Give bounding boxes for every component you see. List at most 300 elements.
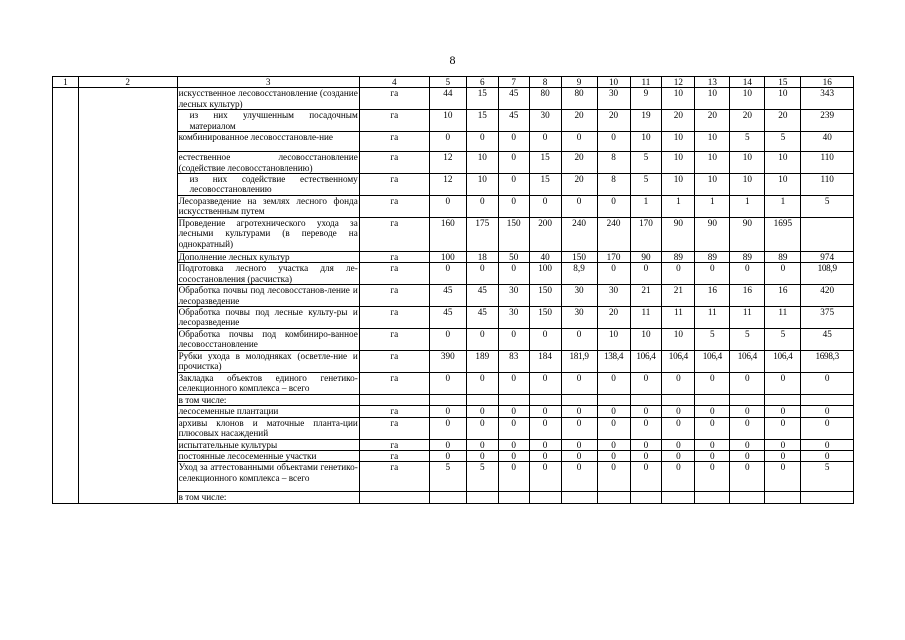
row-unit: га (359, 462, 429, 492)
value-cell: 0 (429, 417, 466, 439)
value-cell: 10 (630, 132, 662, 152)
row-unit: га (359, 417, 429, 439)
value-cell: 0 (529, 372, 561, 394)
value-cell: 1 (695, 196, 730, 218)
value-cell: 0 (561, 450, 597, 461)
cell-col2 (78, 450, 177, 461)
value-cell (630, 394, 662, 405)
value-cell: 0 (662, 406, 695, 417)
value-cell: 15 (529, 174, 561, 196)
value-cell: 10 (695, 132, 730, 152)
value-cell: 0 (466, 450, 498, 461)
value-cell (429, 394, 466, 405)
row-name: Дополнение лесных культур (177, 252, 359, 263)
row-unit: га (359, 439, 429, 450)
value-cell: 40 (801, 132, 854, 152)
value-cell: 10 (662, 132, 695, 152)
value-cell: 10 (765, 152, 801, 174)
value-cell: 50 (498, 252, 529, 263)
value-cell: 0 (730, 439, 765, 450)
table-row (53, 196, 854, 218)
row-unit: га (359, 350, 429, 372)
value-cell: 150 (529, 307, 561, 329)
cell-col2 (78, 307, 177, 329)
row-name: лесосеменные плантации (177, 406, 359, 417)
table-row (53, 450, 854, 461)
column-number-2: 2 (78, 77, 177, 88)
value-cell: 89 (662, 252, 695, 263)
cell-col2 (78, 252, 177, 263)
value-cell: 0 (561, 406, 597, 417)
column-number-6: 6 (466, 77, 498, 88)
row-unit: га (359, 132, 429, 152)
value-cell: 0 (529, 132, 561, 152)
row-name: Обработка почвы под комбиниро-ванное лесовосстановление (178, 328, 358, 350)
value-cell: 0 (597, 372, 630, 394)
row-name: Лесоразведение на землях лесного фонда искусственным путем (178, 196, 358, 217)
table-row (53, 350, 854, 372)
value-cell: 0 (730, 406, 765, 417)
value-cell: 0 (630, 450, 662, 461)
cell-col1 (53, 218, 79, 252)
value-cell: 20 (730, 110, 765, 132)
value-cell (730, 492, 765, 503)
value-cell: 16 (730, 285, 765, 307)
value-cell: 0 (561, 417, 597, 439)
value-cell: 0 (730, 417, 765, 439)
value-cell: 0 (498, 196, 529, 218)
value-cell: 240 (561, 218, 597, 252)
row-unit: га (359, 218, 429, 252)
table-row (53, 417, 854, 439)
value-cell: 0 (466, 439, 498, 450)
column-number-4: 4 (359, 77, 429, 88)
value-cell (498, 492, 529, 503)
value-cell: 0 (429, 263, 466, 285)
value-cell: 5 (630, 174, 662, 196)
table-row (53, 439, 854, 450)
column-number-8: 8 (529, 77, 561, 88)
value-cell (801, 492, 854, 503)
value-cell: 0 (561, 132, 597, 152)
value-cell (561, 492, 597, 503)
row-name: постоянные лесосеменные участки (177, 450, 359, 461)
value-cell: 15 (529, 152, 561, 174)
value-cell: 10 (765, 174, 801, 196)
row-name: Обработка почвы под лесные культу-ры и лесоразведение (178, 307, 358, 328)
value-cell: 0 (529, 406, 561, 417)
value-cell: 0 (429, 132, 466, 152)
row-name: Проведение агротехнического ухода за лесными культурами (в переводе на однократный) (177, 218, 359, 252)
value-cell: 0 (730, 372, 765, 394)
value-cell: 0 (695, 372, 730, 394)
table-row (53, 263, 854, 285)
row-name: Закладка объектов единого генетико-селекционного комплекса – всего (178, 372, 358, 394)
value-cell: 110 (801, 152, 854, 174)
row-name: испытательные культуры (177, 439, 359, 450)
value-cell: 20 (597, 110, 630, 132)
value-cell: 0 (466, 132, 498, 152)
value-cell: 20 (597, 307, 630, 329)
value-cell: 45 (429, 307, 466, 329)
value-cell: 1695 (765, 218, 801, 252)
value-cell: 89 (695, 252, 730, 263)
value-cell: 138,4 (597, 350, 630, 372)
value-cell: 0 (498, 439, 529, 450)
value-cell: 80 (561, 88, 597, 110)
cell-col1 (53, 196, 79, 218)
value-cell: 30 (561, 285, 597, 307)
value-cell: 0 (498, 132, 529, 152)
value-cell: 10 (597, 328, 630, 350)
value-cell: 45 (466, 285, 498, 307)
value-cell: 0 (662, 462, 695, 492)
value-cell: 90 (662, 218, 695, 252)
table-row (53, 110, 854, 132)
value-cell: 0 (466, 263, 498, 285)
value-cell: 0 (429, 450, 466, 461)
value-cell: 0 (597, 417, 630, 439)
table-row (53, 252, 854, 263)
cell-col1 (53, 88, 79, 110)
value-cell: 0 (429, 439, 466, 450)
column-number-11: 11 (630, 77, 662, 88)
table-row (53, 328, 854, 350)
value-cell (730, 394, 765, 405)
value-cell: 11 (695, 307, 730, 329)
value-cell: 0 (765, 450, 801, 461)
table-row (53, 218, 854, 252)
row-unit: га (359, 263, 429, 285)
value-cell: 5 (765, 328, 801, 350)
value-cell: 0 (801, 372, 854, 394)
value-cell: 0 (630, 462, 662, 492)
cell-col2 (78, 417, 177, 439)
value-cell: 0 (529, 417, 561, 439)
value-cell: 10 (630, 328, 662, 350)
table-row (53, 372, 854, 394)
value-cell: 0 (561, 328, 597, 350)
row-name: в том числе: (177, 394, 359, 405)
value-cell: 10 (662, 88, 695, 110)
row-unit: га (359, 110, 429, 132)
value-cell (529, 394, 561, 405)
value-cell: 5 (730, 132, 765, 152)
cell-col2 (78, 218, 177, 252)
value-cell: 10 (765, 88, 801, 110)
value-cell: 5 (730, 328, 765, 350)
column-number-1: 1 (53, 77, 79, 88)
value-cell: 10 (466, 174, 498, 196)
row-unit: га (359, 88, 429, 110)
row-name: из них улучшенным посадочным материалом (177, 110, 359, 132)
value-cell: 0 (662, 372, 695, 394)
value-cell: 0 (466, 406, 498, 417)
value-cell: 89 (765, 252, 801, 263)
value-cell: 20 (561, 174, 597, 196)
row-unit: га (359, 450, 429, 461)
value-cell: 0 (498, 450, 529, 461)
row-unit: га (359, 307, 429, 329)
value-cell: 0 (801, 439, 854, 450)
table-row (53, 462, 854, 492)
value-cell: 1 (765, 196, 801, 218)
cell-col1 (53, 132, 79, 152)
cell-col2 (78, 285, 177, 307)
value-cell: 18 (466, 252, 498, 263)
value-cell: 150 (529, 285, 561, 307)
column-number-5: 5 (429, 77, 466, 88)
value-cell: 83 (498, 350, 529, 372)
cell-col2 (78, 462, 177, 492)
value-cell: 10 (662, 174, 695, 196)
value-cell: 19 (630, 110, 662, 132)
row-name: в том числе: (177, 492, 359, 503)
cell-col1 (53, 372, 79, 394)
column-number-14: 14 (730, 77, 765, 88)
value-cell: 0 (695, 462, 730, 492)
value-cell: 1 (662, 196, 695, 218)
value-cell: 0 (662, 439, 695, 450)
value-cell: 170 (630, 218, 662, 252)
value-cell: 11 (630, 307, 662, 329)
value-cell: 0 (765, 372, 801, 394)
value-cell (695, 492, 730, 503)
value-cell: 16 (765, 285, 801, 307)
cell-col1 (53, 174, 79, 196)
value-cell: 0 (429, 406, 466, 417)
row-unit: га (359, 406, 429, 417)
cell-col1 (53, 285, 79, 307)
column-number-15: 15 (765, 77, 801, 88)
cell-col2 (78, 394, 177, 405)
row-unit: га (359, 328, 429, 350)
value-cell: 5 (801, 462, 854, 492)
value-cell: 21 (662, 285, 695, 307)
value-cell: 45 (466, 307, 498, 329)
value-cell (662, 492, 695, 503)
value-cell: 10 (429, 110, 466, 132)
value-cell (561, 394, 597, 405)
cell-col1 (53, 152, 79, 174)
value-cell (597, 394, 630, 405)
value-cell: 0 (529, 328, 561, 350)
value-cell (429, 492, 466, 503)
row-name: Рубки ухода в молодняках (осветле-ние и прочистка) (178, 350, 358, 372)
cell-col2 (78, 88, 177, 110)
value-cell (765, 492, 801, 503)
value-cell: 375 (801, 307, 854, 329)
table-row (53, 406, 854, 417)
cell-col2 (78, 132, 177, 152)
value-cell: 184 (529, 350, 561, 372)
value-cell: 0 (730, 450, 765, 461)
value-cell: 5 (801, 196, 854, 218)
value-cell: 30 (529, 110, 561, 132)
value-cell: 30 (597, 88, 630, 110)
value-cell: 343 (801, 88, 854, 110)
cell-col2 (78, 152, 177, 174)
cell-col1 (53, 439, 79, 450)
value-cell: 30 (498, 285, 529, 307)
row-name: архивы клонов и маточные планта-ции плюсовых насаждений (178, 417, 358, 438)
table-row (53, 285, 854, 307)
column-number-13: 13 (695, 77, 730, 88)
column-number-10: 10 (597, 77, 630, 88)
cell-col1 (53, 263, 79, 285)
column-number-row (53, 77, 854, 88)
value-cell: 0 (529, 450, 561, 461)
value-cell: 150 (561, 252, 597, 263)
cell-col1 (53, 492, 79, 503)
value-cell (466, 492, 498, 503)
value-cell: 8,9 (561, 263, 597, 285)
value-cell: 0 (498, 174, 529, 196)
value-cell: 45 (498, 110, 529, 132)
value-cell: 30 (561, 307, 597, 329)
cell-col1 (53, 350, 79, 372)
value-cell: 12 (429, 152, 466, 174)
value-cell: 0 (630, 263, 662, 285)
value-cell: 0 (630, 406, 662, 417)
value-cell: 10 (730, 174, 765, 196)
table-row (53, 394, 854, 405)
column-number-3: 3 (177, 77, 359, 88)
value-cell: 11 (765, 307, 801, 329)
value-cell: 106,4 (630, 350, 662, 372)
cell-col1 (53, 394, 79, 405)
value-cell: 5 (429, 462, 466, 492)
value-cell (662, 394, 695, 405)
value-cell: 11 (730, 307, 765, 329)
cell-col2 (78, 328, 177, 350)
value-cell: 0 (429, 328, 466, 350)
value-cell: 0 (765, 263, 801, 285)
value-cell: 10 (695, 174, 730, 196)
value-cell: 90 (695, 218, 730, 252)
cell-col2 (78, 439, 177, 450)
value-cell: 0 (498, 462, 529, 492)
column-number-16: 16 (801, 77, 854, 88)
row-unit (359, 492, 429, 503)
cell-col1 (53, 307, 79, 329)
value-cell (801, 394, 854, 405)
row-unit: га (359, 196, 429, 218)
forest-plan-table (52, 76, 854, 504)
cell-col1 (53, 110, 79, 132)
value-cell: 0 (765, 462, 801, 492)
value-cell (695, 394, 730, 405)
value-cell: 181,9 (561, 350, 597, 372)
value-cell: 5 (630, 152, 662, 174)
column-number-7: 7 (498, 77, 529, 88)
value-cell (529, 492, 561, 503)
value-cell: 11 (662, 307, 695, 329)
value-cell: 45 (498, 88, 529, 110)
value-cell: 1 (630, 196, 662, 218)
value-cell: 106,4 (662, 350, 695, 372)
value-cell: 0 (429, 196, 466, 218)
cell-col1 (53, 417, 79, 439)
value-cell: 106,4 (765, 350, 801, 372)
value-cell: 189 (466, 350, 498, 372)
value-cell: 1 (730, 196, 765, 218)
cell-col2 (78, 372, 177, 394)
value-cell: 170 (597, 252, 630, 263)
value-cell: 0 (695, 450, 730, 461)
value-cell: 0 (498, 152, 529, 174)
page-number: 8 (449, 53, 456, 67)
value-cell: 420 (801, 285, 854, 307)
value-cell: 5 (466, 462, 498, 492)
value-cell: 100 (429, 252, 466, 263)
value-cell: 10 (466, 152, 498, 174)
value-cell: 0 (597, 462, 630, 492)
value-cell: 106,4 (730, 350, 765, 372)
value-cell: 10 (695, 152, 730, 174)
value-cell: 390 (429, 350, 466, 372)
value-cell: 0 (561, 196, 597, 218)
value-cell: 45 (801, 328, 854, 350)
cell-col2 (78, 174, 177, 196)
value-cell: 10 (662, 152, 695, 174)
table-row (53, 152, 854, 174)
value-cell: 89 (730, 252, 765, 263)
cell-col2 (78, 110, 177, 132)
value-cell: 30 (597, 285, 630, 307)
cell-col1 (53, 406, 79, 417)
row-unit: га (359, 285, 429, 307)
row-name: естественное лесовосстановление (содействие лесовосстановлению) (178, 152, 358, 173)
value-cell: 20 (561, 110, 597, 132)
value-cell: 8 (597, 174, 630, 196)
cell-col1 (53, 252, 79, 263)
value-cell (466, 394, 498, 405)
value-cell: 80 (529, 88, 561, 110)
cell-col1 (53, 328, 79, 350)
table-row (53, 132, 854, 152)
value-cell: 9 (630, 88, 662, 110)
value-cell: 20 (561, 152, 597, 174)
value-cell: 0 (597, 450, 630, 461)
value-cell: 108,9 (801, 263, 854, 285)
value-cell: 150 (498, 218, 529, 252)
value-cell: 16 (695, 285, 730, 307)
value-cell: 5 (695, 328, 730, 350)
value-cell: 10 (730, 88, 765, 110)
value-cell: 0 (466, 328, 498, 350)
value-cell: 100 (529, 263, 561, 285)
value-cell: 90 (730, 218, 765, 252)
row-unit: га (359, 252, 429, 263)
value-cell: 239 (801, 110, 854, 132)
value-cell: 0 (498, 417, 529, 439)
value-cell: 10 (695, 88, 730, 110)
value-cell (630, 492, 662, 503)
value-cell: 0 (801, 417, 854, 439)
value-cell: 0 (695, 406, 730, 417)
value-cell: 0 (597, 439, 630, 450)
value-cell (801, 218, 854, 252)
value-cell: 0 (801, 450, 854, 461)
value-cell: 0 (466, 417, 498, 439)
value-cell: 0 (695, 417, 730, 439)
value-cell: 44 (429, 88, 466, 110)
value-cell: 0 (597, 263, 630, 285)
value-cell: 0 (597, 196, 630, 218)
cell-col2 (78, 350, 177, 372)
value-cell: 0 (630, 439, 662, 450)
